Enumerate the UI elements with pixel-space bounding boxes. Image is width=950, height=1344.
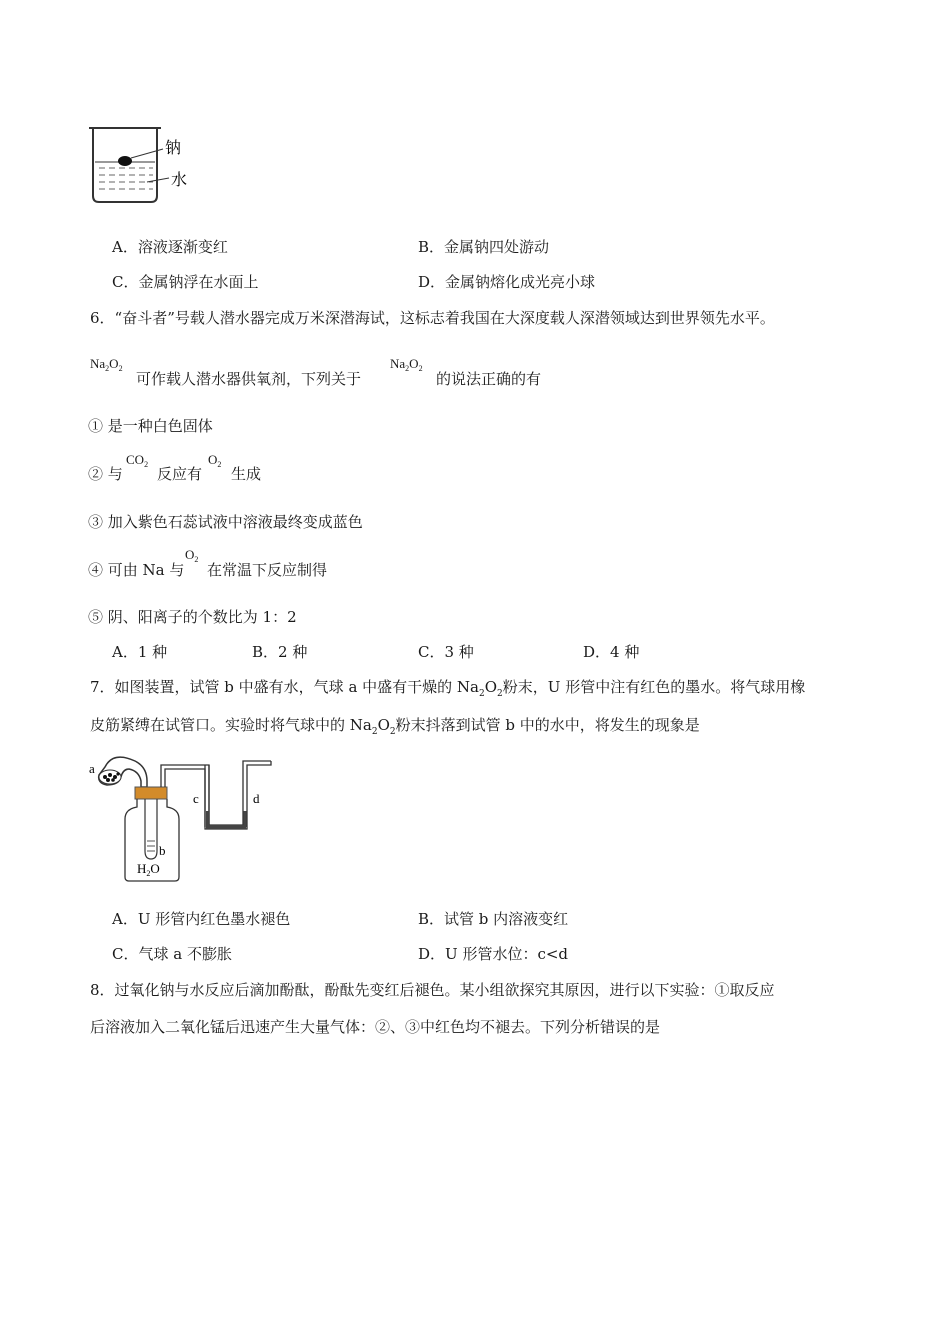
q6-option-c[interactable]: C．3 种 <box>418 643 474 661</box>
q6-stem: 6．“奋斗者”号载人潜水器完成万米深潜海试，这标志着我国在大深度载人深潜领域达到世界领先水平。 <box>90 309 775 327</box>
q8-stem-line1: 8．过氧化钠与水反应后滴加酚酞，酚酞先变红后褪色。某小组欲探究其原因，进行以下实验：①取反应 <box>90 981 775 999</box>
formula-o2-a: $O_2$ <box>208 452 222 469</box>
q7-stem-line1: 7．如图装置，试管 b 中盛有水，气球 a 中盛有干燥的 $Na_2O_2$粉末，U 形管中注有红色的墨水。将气球用橡 <box>90 678 806 699</box>
q6-statement-1: ① 是一种白色固体 <box>88 417 213 435</box>
formula-na2o2-1: $Na_2O_2$ <box>90 356 123 373</box>
formula-co2: $CO_2$ <box>126 452 149 469</box>
q7-option-a[interactable]: A．U 形管内红色墨水褪色 <box>112 910 291 928</box>
q7-option-b[interactable]: B．试管 b 内溶液变红 <box>418 910 569 928</box>
red-ink <box>206 811 209 827</box>
q7-option-d[interactable]: D．U 形管水位：c<d <box>418 945 569 963</box>
q5-option-b[interactable]: B．金属钠四处游动 <box>418 238 550 256</box>
q6-statement-3: ③ 加入紫色石蕊试液中溶液最终变成蓝色 <box>88 513 363 531</box>
q6-statement-5: ⑤ 阴、阳离子的个数比为 1：2 <box>88 608 297 626</box>
q5-option-c[interactable]: C．金属钠浮在水面上 <box>112 273 259 291</box>
label-b: b <box>159 843 166 858</box>
q6-statement-4-pre: ④ 可由 Na 与 <box>88 561 185 579</box>
q7-stem-line2: 皮筋紧缚在试管口。实验时将气球中的 $Na_2O_2$粉末抖落到试管 b 中的水中，将发生的现象是 <box>90 716 700 737</box>
label-water: 水 <box>171 172 188 189</box>
q5-option-a[interactable]: A．溶液逐渐变红 <box>112 238 228 256</box>
label-c: c <box>193 791 199 806</box>
q6-line2-mid: 可作载人潜水器供氧剂，下列关于 <box>136 370 362 388</box>
apparatus-figure <box>85 755 280 885</box>
q8-stem-line2: 后溶液加入二氧化锰后迅速产生大量气体：②、③中红色均不褪去。下列分析错误的是 <box>90 1018 661 1036</box>
sodium-piece <box>118 156 132 166</box>
q5-option-d[interactable]: D．金属钠熔化成光亮小球 <box>418 273 596 291</box>
q6-statement-2-end: 生成 <box>231 465 262 483</box>
label-a: a <box>89 761 95 776</box>
q6-line2-end: 的说法正确的有 <box>436 370 542 388</box>
q6-option-a[interactable]: A．1 种 <box>112 643 168 661</box>
label-h2o: $H_2O$ <box>137 861 160 878</box>
label-d: d <box>253 791 260 806</box>
q6-statement-2-mid: 反应有 <box>157 465 203 483</box>
q6-statement-4-end: 在常温下反应制得 <box>207 561 328 579</box>
q6-option-b[interactable]: B．2 种 <box>252 643 308 661</box>
beaker-figure <box>85 122 200 208</box>
stopper <box>135 787 167 799</box>
formula-o2-b: $O_2$ <box>185 547 199 564</box>
q6-option-d[interactable]: D．4 种 <box>583 643 640 661</box>
q7-option-c[interactable]: C．气球 a 不膨胀 <box>112 945 232 963</box>
label-sodium: 钠 <box>165 140 182 157</box>
q6-statement-2-pre: ② 与 <box>88 465 123 483</box>
formula-na2o2-2: $Na_2O_2$ <box>390 356 423 373</box>
